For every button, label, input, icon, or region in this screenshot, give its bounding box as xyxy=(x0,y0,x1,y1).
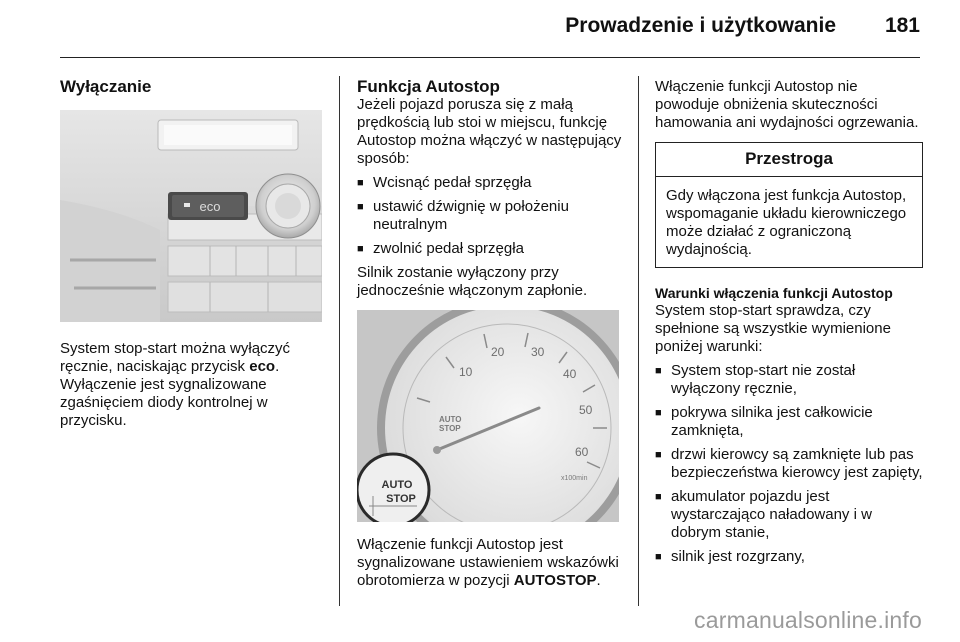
eco-button-figure xyxy=(60,110,322,322)
conditions-heading: Warunki włączenia funkcji Autostop xyxy=(655,285,893,301)
column-2 xyxy=(357,78,627,596)
section-heading-autostop: Funkcja Autostop xyxy=(357,77,500,96)
eco-caption-text-end: . Wyłączenie jest sygnalizowane zgaśnięciem diody kontrolnej w przycisku. xyxy=(60,358,280,429)
tick-label: 40 xyxy=(563,367,577,381)
autostop-caption xyxy=(357,536,627,590)
dial-autostop-label-1: AUTO xyxy=(439,415,462,424)
eco-button-label: eco xyxy=(199,199,221,214)
scale-unit-label: x100min xyxy=(561,475,588,482)
list-item: ■ System stop-start nie został wyłączony ręcznie, xyxy=(655,362,923,398)
watermark: carmanualsonline.info xyxy=(694,607,922,633)
header-rule xyxy=(60,57,920,58)
eco-caption-text: System stop-start można wyłączyć ręcznie, naciskając przycisk xyxy=(60,340,291,375)
autostop-steps xyxy=(357,174,627,258)
column-divider-2 xyxy=(638,76,639,606)
autostop-result: Silnik zostanie wyłączony przy jednocześnie włączonym zapłonie. xyxy=(357,264,588,299)
autostop-caption-text: Włączenie funkcji Autostop jest sygnalizowane ustawieniem wskazówki obrotomierza w pozycji xyxy=(357,536,619,589)
section-heading-wylaczanie: Wyłączanie xyxy=(60,77,152,96)
tick-label: 30 xyxy=(531,345,545,359)
tachometer-figure xyxy=(357,310,619,522)
zoom-autostop-label-1: AUTO xyxy=(381,479,413,491)
caution-text: Gdy włączona jest funkcja Autostop, wspomaganie układu kierowniczego może działać z ograniczoną wydajnością. xyxy=(666,187,907,258)
tick-label: 10 xyxy=(459,365,473,379)
list-item: ■ ustawić dźwignię w położeniu neutralnym xyxy=(357,198,627,234)
column-divider-1 xyxy=(339,76,340,606)
conditions-list xyxy=(655,362,923,566)
eco-caption xyxy=(60,340,322,430)
tick-label: 60 xyxy=(575,445,589,459)
conditions-intro: System stop-start sprawdza, czy spełnione są wszystkie wymienione poniżej warunki: xyxy=(655,302,891,355)
dial-autostop-label-2: STOP xyxy=(439,424,461,433)
list-item: ■ zwolnić pedał sprzęgła xyxy=(357,240,627,258)
column-1 xyxy=(60,78,322,436)
autostop-zoom-circle xyxy=(357,454,429,522)
list-item: ■ drzwi kierowcy są zamknięte lub pas bezpieczeństwa kierowcy jest zapięty, xyxy=(655,446,923,482)
zoom-autostop-label-2: STOP xyxy=(386,493,416,505)
header-title: Prowadzenie i użytkowanie xyxy=(565,14,836,37)
list-item: ■ Wcisnąć pedał sprzęgła xyxy=(357,174,627,192)
autostop-note: Włączenie funkcji Autostop nie powoduje obniżenia skuteczności hamowania ani wydajności ogrzewania. xyxy=(655,78,919,131)
autostop-caption-text-end: . xyxy=(596,572,601,589)
tick-label: 20 xyxy=(491,345,505,359)
autostop-caption-bold: AUTOSTOP xyxy=(513,572,597,589)
list-item: ■ silnik jest rozgrzany, xyxy=(655,548,923,566)
page-number: 181 xyxy=(884,14,920,37)
list-item: ■ akumulator pojazdu jest wystarczająco naładowany i w dobrym stanie, xyxy=(655,488,923,542)
eco-caption-bold: eco xyxy=(249,358,276,375)
autostop-intro: Jeżeli pojazd porusza się z małą prędkością lub stoi w miejscu, funkcję Autostop można włączyć w następujący sposób: xyxy=(357,96,622,167)
caution-title: Przestroga xyxy=(656,143,922,177)
tick-label: 50 xyxy=(579,403,593,417)
column-3 xyxy=(655,78,923,572)
list-item: ■ pokrywa silnika jest całkowicie zamknięta, xyxy=(655,404,923,440)
caution-box xyxy=(655,142,923,268)
